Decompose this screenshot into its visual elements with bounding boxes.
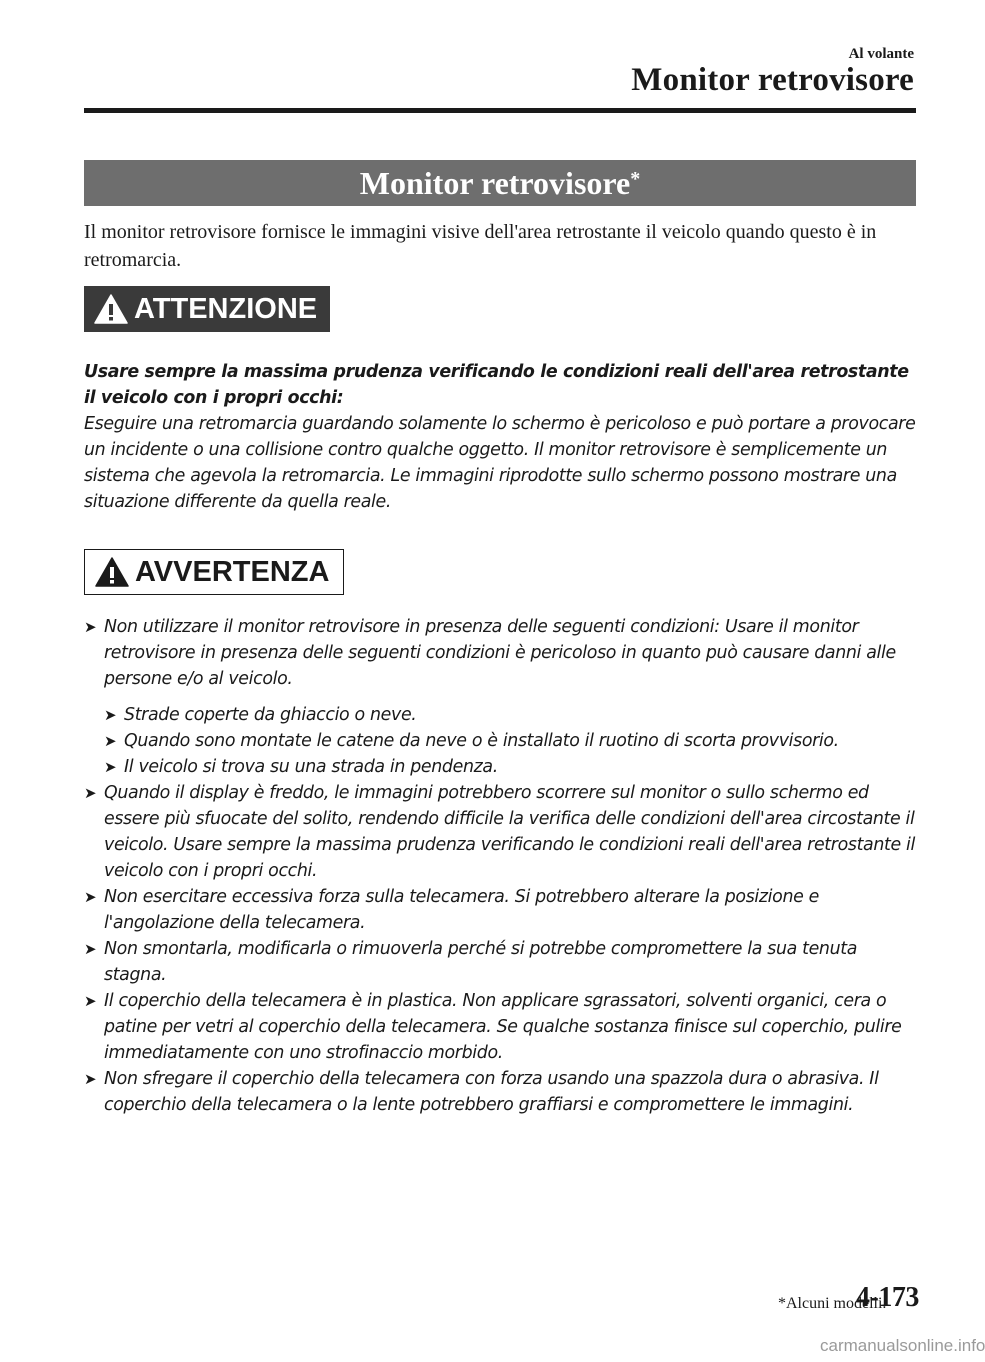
caution-list bbox=[84, 614, 920, 1118]
list-item bbox=[104, 702, 920, 728]
arrow-bullet-icon: ➤ bbox=[104, 706, 117, 724]
list-item-text: Quando il display è freddo, le immagini potrebbero scorrere sul monitor o sullo schermo ed essere più sfuocate del solito, rendendo difficile la verifica delle condizioni dell'area circostante il veicolo. Usare sempre la massima prudenza verificando le condizioni reali dell'area retrostante il veicolo con i propri occhi. bbox=[104, 783, 915, 881]
list-item-text: Non esercitare eccessiva forza sulla telecamera. Si potrebbero alterare la posizione e l'angolazione della telecamera. bbox=[104, 887, 819, 933]
watermark: carmanualsonline.info bbox=[820, 1336, 985, 1355]
list-item-text: Non smontarla, modificarla o rimuoverla perché si potrebbe compromettere la sua tenuta stagna. bbox=[104, 939, 858, 985]
arrow-bullet-icon: ➤ bbox=[84, 784, 97, 802]
caution-label-box bbox=[84, 549, 344, 595]
list-item-text: Non sfregare il coperchio della telecamera con forza usando una spazzola dura o abrasiva. Il coperchio della telecamera o la lente potrebbero graffiarsi e compromettere le immagini. bbox=[104, 1069, 879, 1115]
arrow-bullet-icon: ➤ bbox=[84, 888, 97, 906]
arrow-bullet-icon: ➤ bbox=[104, 732, 117, 750]
list-item bbox=[84, 1066, 920, 1118]
sub-list bbox=[84, 702, 920, 780]
arrow-bullet-icon: ➤ bbox=[84, 992, 97, 1010]
page-number: 4-173 bbox=[856, 1282, 919, 1313]
arrow-bullet-icon: ➤ bbox=[104, 758, 117, 776]
arrow-bullet-icon: ➤ bbox=[84, 1070, 97, 1088]
danger-bold-lead: Usare sempre la massima prudenza verificando le condizioni reali dell'area retrostante il veicolo con i propri occhi: bbox=[84, 362, 909, 408]
warning-triangle-icon bbox=[95, 557, 129, 587]
list-item bbox=[84, 614, 920, 692]
header-title: Monitor retrovisore bbox=[631, 62, 914, 98]
section-banner bbox=[84, 160, 916, 206]
arrow-bullet-icon: ➤ bbox=[84, 618, 97, 636]
list-item-text: Il coperchio della telecamera è in plastica. Non applicare sgrassatori, solventi organici, cera o patine per vetri al coperchio della telecamera. Se qualche sostanza finisce sul coperchio, pulire immediatamente con uno strofinaccio morbido. bbox=[104, 991, 902, 1063]
intro-paragraph: Il monitor retrovisore fornisce le immagini visive dell'area retrostante il veicolo quando questo è in retromarcia. bbox=[84, 221, 877, 271]
danger-label-box bbox=[84, 286, 330, 332]
header-rule bbox=[84, 108, 916, 113]
list-item bbox=[104, 754, 920, 780]
list-item-text: Il veicolo si trova su una strada in pendenza. bbox=[124, 757, 498, 777]
list-item bbox=[84, 884, 920, 936]
list-item-text: Quando sono montate le catene da neve o è installato il ruotino di scorta provvisorio. bbox=[124, 731, 839, 751]
danger-body: Eseguire una retromarcia guardando solamente lo schermo è pericoloso e può portare a provocare un incidente o una collisione contro qualche oggetto. Il monitor retrovisore è semplicemente un sistema che agevola la retromarcia. Le immagini riprodotte sullo schermo possono mostrare una situazione differente da quella reale. bbox=[84, 414, 916, 512]
section-asterisk: * bbox=[630, 167, 641, 190]
header-section: Al volante bbox=[848, 46, 914, 62]
list-item bbox=[84, 988, 920, 1066]
warning-triangle-icon bbox=[94, 294, 128, 324]
footer-note: *Alcuni modelli. bbox=[778, 1295, 887, 1312]
arrow-bullet-icon: ➤ bbox=[84, 940, 97, 958]
list-item-text: Strade coperte da ghiaccio o neve. bbox=[124, 705, 417, 725]
section-title: Monitor retrovisore bbox=[359, 164, 631, 201]
danger-text bbox=[84, 359, 920, 515]
danger-label: ATTENZIONE bbox=[134, 292, 318, 325]
list-item bbox=[84, 936, 920, 988]
list-item bbox=[84, 780, 920, 884]
caution-label: AVVERTENZA bbox=[135, 555, 330, 588]
list-item-text: Non utilizzare il monitor retrovisore in presenza delle seguenti condizioni: Usare il monitor retrovisore in presenza delle seguenti condizioni è pericoloso in quanto può causare danni alle persone e/o al veicolo. bbox=[104, 617, 896, 689]
list-item bbox=[104, 728, 920, 754]
